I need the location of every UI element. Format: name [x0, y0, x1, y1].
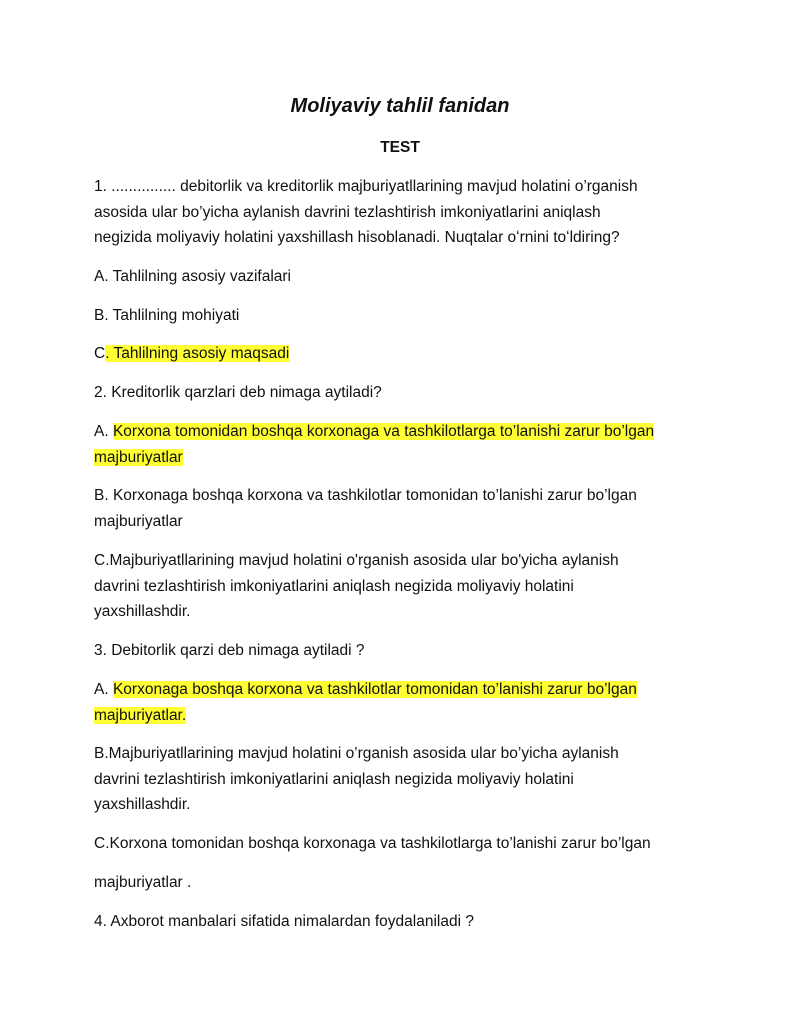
question-2-option-a — [94, 419, 734, 470]
highlighted-answer: . Tahlilning asosiy maqsadi — [105, 345, 290, 362]
option-a-prefix: A. — [94, 681, 113, 698]
question-4-text: 4. Axborot manbalari sifatida nimalardan foydalaniladi ? — [94, 913, 474, 930]
question-2-text: 2. Kreditorlik qarzlari deb nimaga aytiladi? — [94, 384, 382, 401]
question-2-option-b: B. Korxonaga boshqa korxona va tashkilotlar tomonidan to’lanishi zarur bo’lgan majburiyatlar — [94, 487, 637, 530]
question-3-option-a — [94, 677, 734, 728]
question-3-text: 3. Debitorlik qarzi deb nimaga aytiladi ? — [94, 642, 365, 659]
question-1-line: negizida moliyaviy holatini yaxshillash hisoblanadi. Nuqtalar oʻrnini toʻldiring? — [94, 229, 620, 246]
question-3-option-b: B.Majburiyatllarining mavjud holatini o’rganish asosida ular bo’yicha aylanish davrini tezlashtirish imkoniyatlarini aniqlash negizida moliyaviy holatini yaxshillashdir. — [94, 745, 619, 813]
question-2-option-c: C.Majburiyatllarining mavjud holatini o'rganish asosida ular bo'yicha aylanish davrini tezlashtirish imkoniyatlarini aniqlash negizida moliyaviy holatini yaxshillashdir. — [94, 552, 619, 620]
highlighted-answer: majburiyatlar. — [94, 706, 187, 724]
highlighted-answer: Korxona tomonidan boshqa korxonaga va tashkilotlarga to’lanishi zarur bo’lgan — [112, 423, 655, 440]
highlighted-answer: Korxonaga boshqa korxona va tashkilotlar tomonidan to’lanishi zarur bo’lgan — [112, 681, 637, 698]
question-1-option-c — [94, 341, 734, 367]
question-1-line: 1. ............... debitorlik va kreditorlik majburiyatllarining mavjud holatini o’rganish — [94, 178, 638, 195]
question-1-line: asosida ular bo’yicha aylanish davrini tezlashtirish imkoniyatlarini aniqlash — [94, 203, 601, 221]
question-1-option-b: B. Tahlilning mohiyati — [94, 307, 240, 324]
option-c-prefix: C — [94, 345, 106, 362]
highlighted-answer: majburiyatlar — [94, 448, 183, 466]
document-subtitle: TEST — [380, 139, 420, 156]
document-title: Moliyaviy tahlil fanidan — [290, 95, 510, 117]
question-3-option-c: C.Korxona tomonidan boshqa korxonaga va tashkilotlarga to’lanishi zarur bo’lgan — [94, 835, 651, 852]
question-3-option-c-continued: majburiyatlar . — [94, 874, 192, 891]
question-1-option-a: A. Tahlilning asosiy vazifalari — [94, 268, 292, 285]
option-a-prefix: A. — [94, 423, 113, 440]
question-1-text — [94, 174, 734, 251]
